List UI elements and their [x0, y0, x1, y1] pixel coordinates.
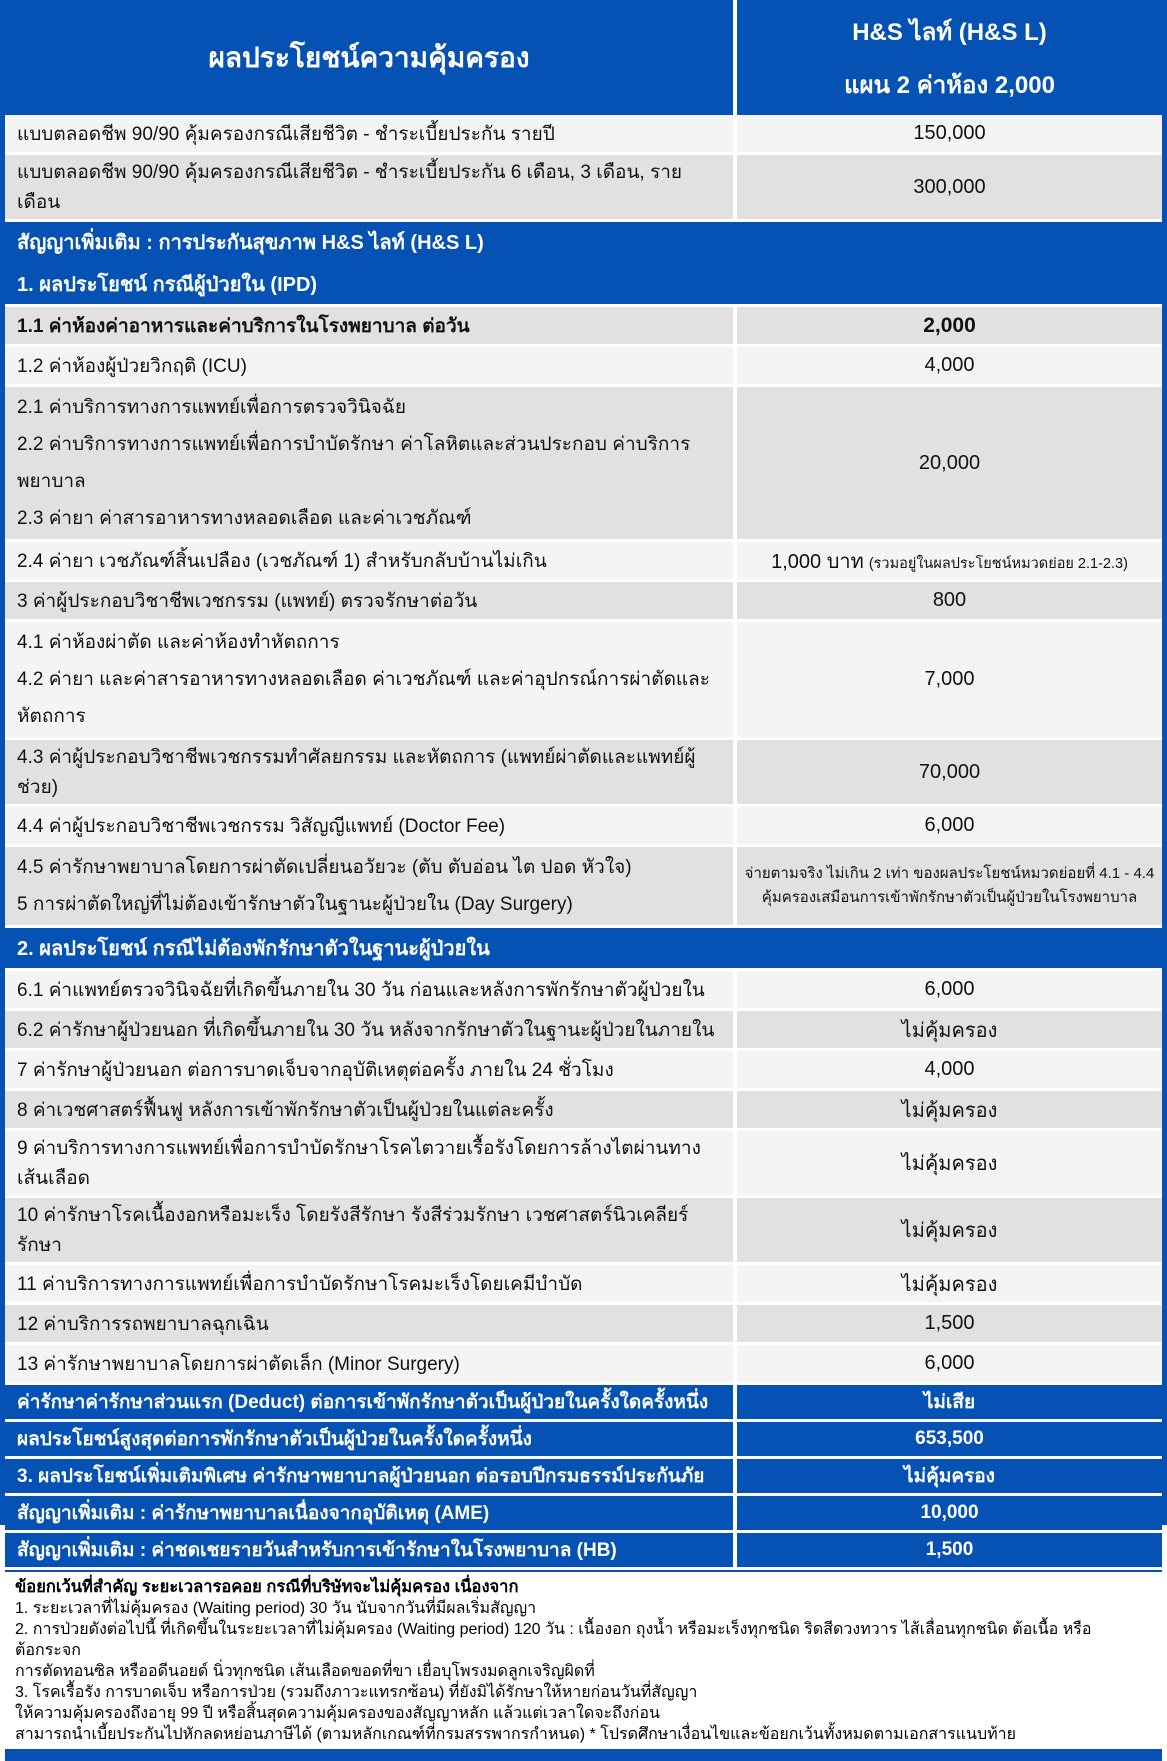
benefit-value-cell — [733, 622, 1162, 737]
benefit-label-cell — [5, 115, 733, 152]
benefit-value-cell — [733, 971, 1162, 1008]
benefit-label-cell — [5, 622, 733, 737]
benefit-label: สัญญาเพิ่มเติม : ค่ารักษาพยาบาลเนื่องจากอุบัติเหตุ (AME) — [17, 1503, 490, 1524]
benefit-row — [5, 1345, 1162, 1382]
benefit-value-cell — [733, 1091, 1162, 1128]
benefit-row — [5, 1011, 1162, 1048]
section-header-row — [5, 928, 1162, 968]
benefit-label-cell — [5, 1459, 733, 1493]
benefit-value — [771, 545, 1128, 577]
benefit-label: 4.5 ค่ารักษาพยาบาลโดยการผ่าตัดเปลี่ยนอวัยวะ (ตับ ตับอ่อน ไต ปอด หัวใจ) — [17, 857, 632, 878]
benefit-row — [5, 1265, 1162, 1302]
benefit-value: ไม่เสีย — [923, 1392, 976, 1413]
benefit-label-cell — [5, 1305, 733, 1342]
benefit-label-cell — [5, 1385, 733, 1419]
section-header-line: 2. ผลประโยชน์ กรณีไม่ต้องพักรักษาตัวในฐานะผู้ป่วยใน — [17, 938, 490, 960]
benefit-row — [5, 1422, 1162, 1456]
benefit-row — [5, 971, 1162, 1008]
benefit-label-cell — [5, 347, 733, 384]
benefit-value: ไม่คุ้มครอง — [904, 1466, 995, 1487]
benefit-label: 9 ค่าบริการทางการแพทย์เพื่อการบำบัดรักษาโรคไตวายเรื้อรังโดยการล้างไตผ่านทางเส้นเลือด — [17, 1138, 701, 1189]
benefit-row — [5, 1091, 1162, 1128]
benefit-label: แบบตลอดชีพ 90/90 คุ้มครองกรณีเสียชีวิต - ชำระเบี้ยประกัน 6 เดือน, 3 เดือน, รายเดือน — [17, 162, 682, 213]
benefit-value: 300,000 — [913, 175, 986, 198]
benefit-value: ไม่คุ้มครอง — [901, 1019, 998, 1042]
section-header-line: 1. ผลประโยชน์ กรณีผู้ป่วยใน (IPD) — [17, 274, 318, 296]
table-header — [5, 0, 1162, 115]
benefit-value-cell — [733, 1198, 1162, 1262]
benefit-label-cell — [5, 1051, 733, 1088]
benefit-label: 4.2 ค่ายา และค่าสารอาหารทางหลอดเลือด ค่าเวชภัณฑ์ และค่าอุปกรณ์การผ่าตัดและหัตถการ — [17, 669, 710, 727]
benefit-row — [5, 622, 1162, 737]
benefit-label: 2.3 ค่ายา ค่าสารอาหารทางหลอดเลือด และค่าเวชภัณฑ์ — [17, 508, 472, 529]
benefit-label-cell — [5, 1091, 733, 1128]
footer-note-line: 2. การป่วยดังต่อไปนี้ ที่เกิดขึ้นในระยะเวลาที่ไม่คุ้มครอง (Waiting period) 120 วัน : เนื้องอก ถุงน้ำ หรือมะเร็งทุกชนิด ริดสีดวงทวาร ไส้เลื่อนทุกชนิด ต้อเนื้อ หรือต้อกระจก — [15, 1621, 1092, 1659]
benefit-label-cell — [5, 1345, 733, 1382]
benefit-label: 6.1 ค่าแพทย์ตรวจวินิจฉัยที่เกิดขึ้นภายใน 30 วัน ก่อนและหลังการพักรักษาตัวผู้ป่วยใน — [17, 979, 705, 1001]
benefit-row — [5, 1459, 1162, 1493]
benefit-value: 20,000 — [918, 451, 981, 474]
benefit-value: 10,000 — [920, 1502, 979, 1523]
benefit-value: 4,000 — [924, 354, 975, 376]
benefit-value-cell — [733, 1385, 1162, 1419]
footer-note-line: ให้ความคุ้มครองถึงอายุ 99 ปี หรือสิ้นสุดความคุ้มครองของสัญญาหลัก แล้วแต่เวลาใดจะถึงก่อน — [15, 1705, 660, 1722]
benefit-row — [5, 1131, 1162, 1195]
benefit-value-cell — [733, 582, 1162, 619]
benefit-label-cell — [5, 1011, 733, 1048]
benefit-label-cell — [5, 971, 733, 1008]
section-header-row — [5, 222, 1162, 304]
benefit-label: 1.1 ค่าห้องค่าอาหารและค่าบริการในโรงพยาบาล ต่อวัน — [17, 315, 470, 337]
benefit-row — [5, 387, 1162, 539]
plan-column-header — [733, 0, 1162, 115]
benefit-value: 4,000 — [924, 1058, 975, 1080]
benefit-label: แบบตลอดชีพ 90/90 คุ้มครองกรณีเสียชีวิต - ชำระเบี้ยประกัน รายปี — [17, 123, 555, 145]
benefit-label: 12 ค่าบริการรถพยาบาลฉุกเฉิน — [17, 1313, 269, 1335]
benefit-label-cell — [5, 582, 733, 619]
benefit-value: 7,000 — [924, 668, 975, 690]
benefit-row — [5, 1305, 1162, 1342]
benefit-value: ไม่คุ้มครอง — [901, 1220, 998, 1242]
benefit-label: 4.1 ค่าห้องผ่าตัด และค่าห้องทำหัตถการ — [17, 632, 340, 653]
benefit-value-cell — [733, 1011, 1162, 1048]
benefit-value: จ่ายตามจริง ไม่เกิน 2 เท่า ของผลประโยชน์หมวดย่อยที่ 4.1 - 4.4 — [744, 865, 1155, 882]
footer-exclusions-title: ข้อยกเว้นที่สำคัญ ระยะเวลารอคอย กรณีที่บริษัทจะไม่คุ้มครอง เนื่องจาก — [15, 1578, 519, 1596]
benefit-label-cell — [5, 1131, 733, 1195]
benefit-value: 150,000 — [913, 122, 986, 144]
benefit-label: 4.3 ค่าผู้ประกอบวิชาชีพเวชกรรมทำศัลยกรรม และหัตถการ (แพทย์ผ่าตัดและแพทย์ผู้ช่วย) — [17, 747, 696, 798]
section-header-line: สัญญาเพิ่มเติม : การประกันสุขภาพ H&S ไลท์ (H&S L) — [17, 232, 484, 254]
benefit-label: 2.4 ค่ายา เวชภัณฑ์สิ้นเปลือง (เวชภัณฑ์ 1) สำหรับกลับบ้านไม่เกิน — [17, 550, 547, 572]
benefit-value: ไม่คุ้มครอง — [901, 1273, 998, 1296]
benefit-row — [5, 1533, 1162, 1567]
benefit-label-cell — [5, 807, 733, 844]
benefit-row — [5, 582, 1162, 619]
benefit-label-cell — [5, 740, 733, 804]
benefit-value-cell — [733, 155, 1162, 219]
benefit-value-cell — [733, 387, 1162, 539]
benefit-value-cell — [733, 1422, 1162, 1456]
benefit-label-cell — [5, 155, 733, 219]
benefit-value: 6,000 — [924, 814, 975, 836]
benefit-label: สัญญาเพิ่มเติม : ค่าชดเชยรายวันสำหรับการเข้ารักษาในโรงพยาบาล (HB) — [17, 1540, 617, 1561]
footer-lines — [15, 1598, 1152, 1745]
benefit-label: 10 ค่ารักษาโรคเนื้องอกหรือมะเร็ง โดยรังสีรักษา รังสีร่วมรักษา เวชศาสตร์นิวเคลียร์รักษา — [17, 1205, 689, 1256]
benefit-value-cell — [733, 847, 1162, 925]
footer-note-line: 3. โรคเรื้อรัง การบาดเจ็บ หรือการป่วย (รวมถึงภาวะแทรกซ้อน) ที่ยังมิได้รักษาให้หายก่อนวันที่สัญญา — [15, 1684, 698, 1701]
benefit-value-cell — [733, 1265, 1162, 1302]
benefits-column-title: ผลประโยชน์ความคุ้มครอง — [208, 41, 530, 73]
benefit-value: ไม่คุ้มครอง — [901, 1153, 998, 1175]
benefit-row — [5, 347, 1162, 384]
benefit-label: 13 ค่ารักษาพยาบาลโดยการผ่าตัดเล็ก (Minor Surgery) — [17, 1353, 460, 1375]
benefit-value-cell — [733, 1459, 1162, 1493]
benefit-value: 70,000 — [918, 760, 981, 783]
benefit-row — [5, 155, 1162, 219]
benefit-label: 2.2 ค่าบริการทางการแพทย์เพื่อการบำบัดรักษา ค่าโลหิตและส่วนประกอบ ค่าบริการพยาบาล — [17, 434, 691, 492]
benefit-row — [5, 307, 1162, 344]
plan-title-line1: H&S ไลท์ (H&S L) — [852, 18, 1047, 46]
benefit-row — [5, 807, 1162, 844]
benefit-label-cell — [5, 847, 733, 925]
benefit-value-cell — [733, 1345, 1162, 1382]
benefit-label: 5 การผ่าตัดใหญ่ที่ไม่ต้องเข้ารักษาตัวในฐานะผู้ป่วยใน (Day Surgery) — [17, 894, 573, 915]
footer-notes — [5, 1570, 1162, 1751]
benefit-value: 2,000 — [923, 313, 976, 337]
benefit-value-cell — [733, 1305, 1162, 1342]
benefit-label: ผลประโยชน์สูงสุดต่อการพักรักษาตัวเป็นผู้ป่วยในครั้งใดครั้งหนึ่ง — [17, 1429, 532, 1450]
benefit-row — [5, 542, 1162, 579]
benefit-value-cell — [733, 807, 1162, 844]
benefit-value-cell — [733, 740, 1162, 804]
benefit-label: 11 ค่าบริการทางการแพทย์เพื่อการบำบัดรักษาโรคมะเร็งโดยเคมีบำบัด — [17, 1273, 583, 1295]
benefit-row — [5, 1385, 1162, 1419]
benefit-label: 8 ค่าเวชศาสตร์ฟื้นฟู หลังการเข้าพักรักษาตัวเป็นผู้ป่วยในแต่ละครั้ง — [17, 1099, 554, 1121]
benefit-value-cell — [733, 307, 1162, 344]
benefit-value-cell — [733, 115, 1162, 152]
benefit-label: 1.2 ค่าห้องผู้ป่วยวิกฤติ (ICU) — [17, 355, 247, 377]
benefit-label-cell — [5, 307, 733, 344]
benefit-value: ไม่คุ้มครอง — [901, 1099, 998, 1122]
footer-note-line: สามารถนำเบี้ยประกันไปหักลดหย่อนภาษีได้ (ตามหลักเกณฑ์ที่กรมสรรพากรกำหนด) * โปรดศึกษาเงื่อนไขและข้อยกเว้นทั้งหมดตามเอกสารแนบท้าย — [15, 1726, 1017, 1743]
benefit-row — [5, 1051, 1162, 1088]
benefit-label-cell — [5, 1198, 733, 1262]
benefit-value: 6,000 — [924, 1352, 975, 1374]
benefit-value: 1,500 — [924, 1312, 975, 1334]
benefit-label-cell — [5, 1265, 733, 1302]
benefit-value: 6,000 — [924, 978, 975, 1000]
benefit-value: 653,500 — [915, 1428, 984, 1449]
benefit-label: 6.2 ค่ารักษาผู้ป่วยนอก ที่เกิดขึ้นภายใน 30 วัน หลังจากรักษาตัวในฐานะผู้ป่วยในภายใน — [17, 1019, 715, 1041]
benefit-label: 3 ค่าผู้ประกอบวิชาชีพเวชกรรม (แพทย์) ตรวจรักษาต่อวัน — [17, 590, 478, 612]
footer-note-line: 1. ระยะเวลาที่ไม่คุ้มครอง (Waiting period) 30 วัน นับจากวันที่มีผลเริ่มสัญญา — [15, 1600, 537, 1617]
bottom-blue-bar — [5, 1751, 1162, 1761]
benefit-value: คุ้มครองเสมือนการเข้าพักรักษาตัวเป็นผู้ป่วยในโรงพยาบาล — [761, 889, 1138, 906]
benefit-value-cell — [733, 1533, 1162, 1567]
benefit-label: ค่ารักษาค่ารักษาส่วนแรก (Deduct) ต่อการเข้าพักรักษาตัวเป็นผู้ป่วยในครั้งใดครั้งหนึ่ง — [17, 1392, 709, 1413]
benefit-value-note: (รวมอยู่ในผลประโยชน์หมวดย่อย 2.1-2.3) — [868, 555, 1128, 572]
benefits-table-body — [5, 115, 1162, 1570]
benefit-row — [5, 740, 1162, 804]
benefit-value-cell — [733, 542, 1162, 579]
plan-title-line2: แผน 2 ค่าห้อง 2,000 — [844, 71, 1055, 99]
benefit-value: 1,500 — [925, 1539, 974, 1560]
benefit-label: 4.4 ค่าผู้ประกอบวิชาชีพเวชกรรม วิสัญญีแพทย์ (Doctor Fee) — [17, 815, 506, 837]
benefit-label: 2.1 ค่าบริการทางการแพทย์เพื่อการตรวจวินิจฉัย — [17, 397, 407, 418]
footer-note-line: การตัดทอนซิล หรืออดีนอยด์ นิ่วทุกชนิด เส้นเลือดขอดที่ขา เยื่อบุโพรงมดลูกเจริญผิดที่ — [15, 1663, 595, 1680]
benefit-value: 800 — [932, 589, 967, 611]
benefit-row — [5, 847, 1162, 925]
benefit-value-cell — [733, 347, 1162, 384]
benefit-label-cell — [5, 387, 733, 539]
benefit-value-cell — [733, 1051, 1162, 1088]
benefit-row — [5, 115, 1162, 152]
benefit-value-main: 1,000 บาท — [771, 550, 864, 573]
benefit-label-cell — [5, 542, 733, 579]
benefit-label: 7 ค่ารักษาผู้ป่วยนอก ต่อการบาดเจ็บจากอุบัติเหตุต่อครั้ง ภายใน 24 ชั่วโมง — [17, 1059, 614, 1081]
benefit-row — [5, 1198, 1162, 1262]
benefit-label-cell — [5, 1422, 733, 1456]
benefit-label: 3. ผลประโยชน์เพิ่มเติมพิเศษ ค่ารักษาพยาบาลผู้ป่วยนอก ต่อรอบปีกรมธรรม์ประกันภัย — [17, 1466, 705, 1487]
benefit-label-cell — [5, 1533, 733, 1567]
benefit-value-cell — [733, 1131, 1162, 1195]
